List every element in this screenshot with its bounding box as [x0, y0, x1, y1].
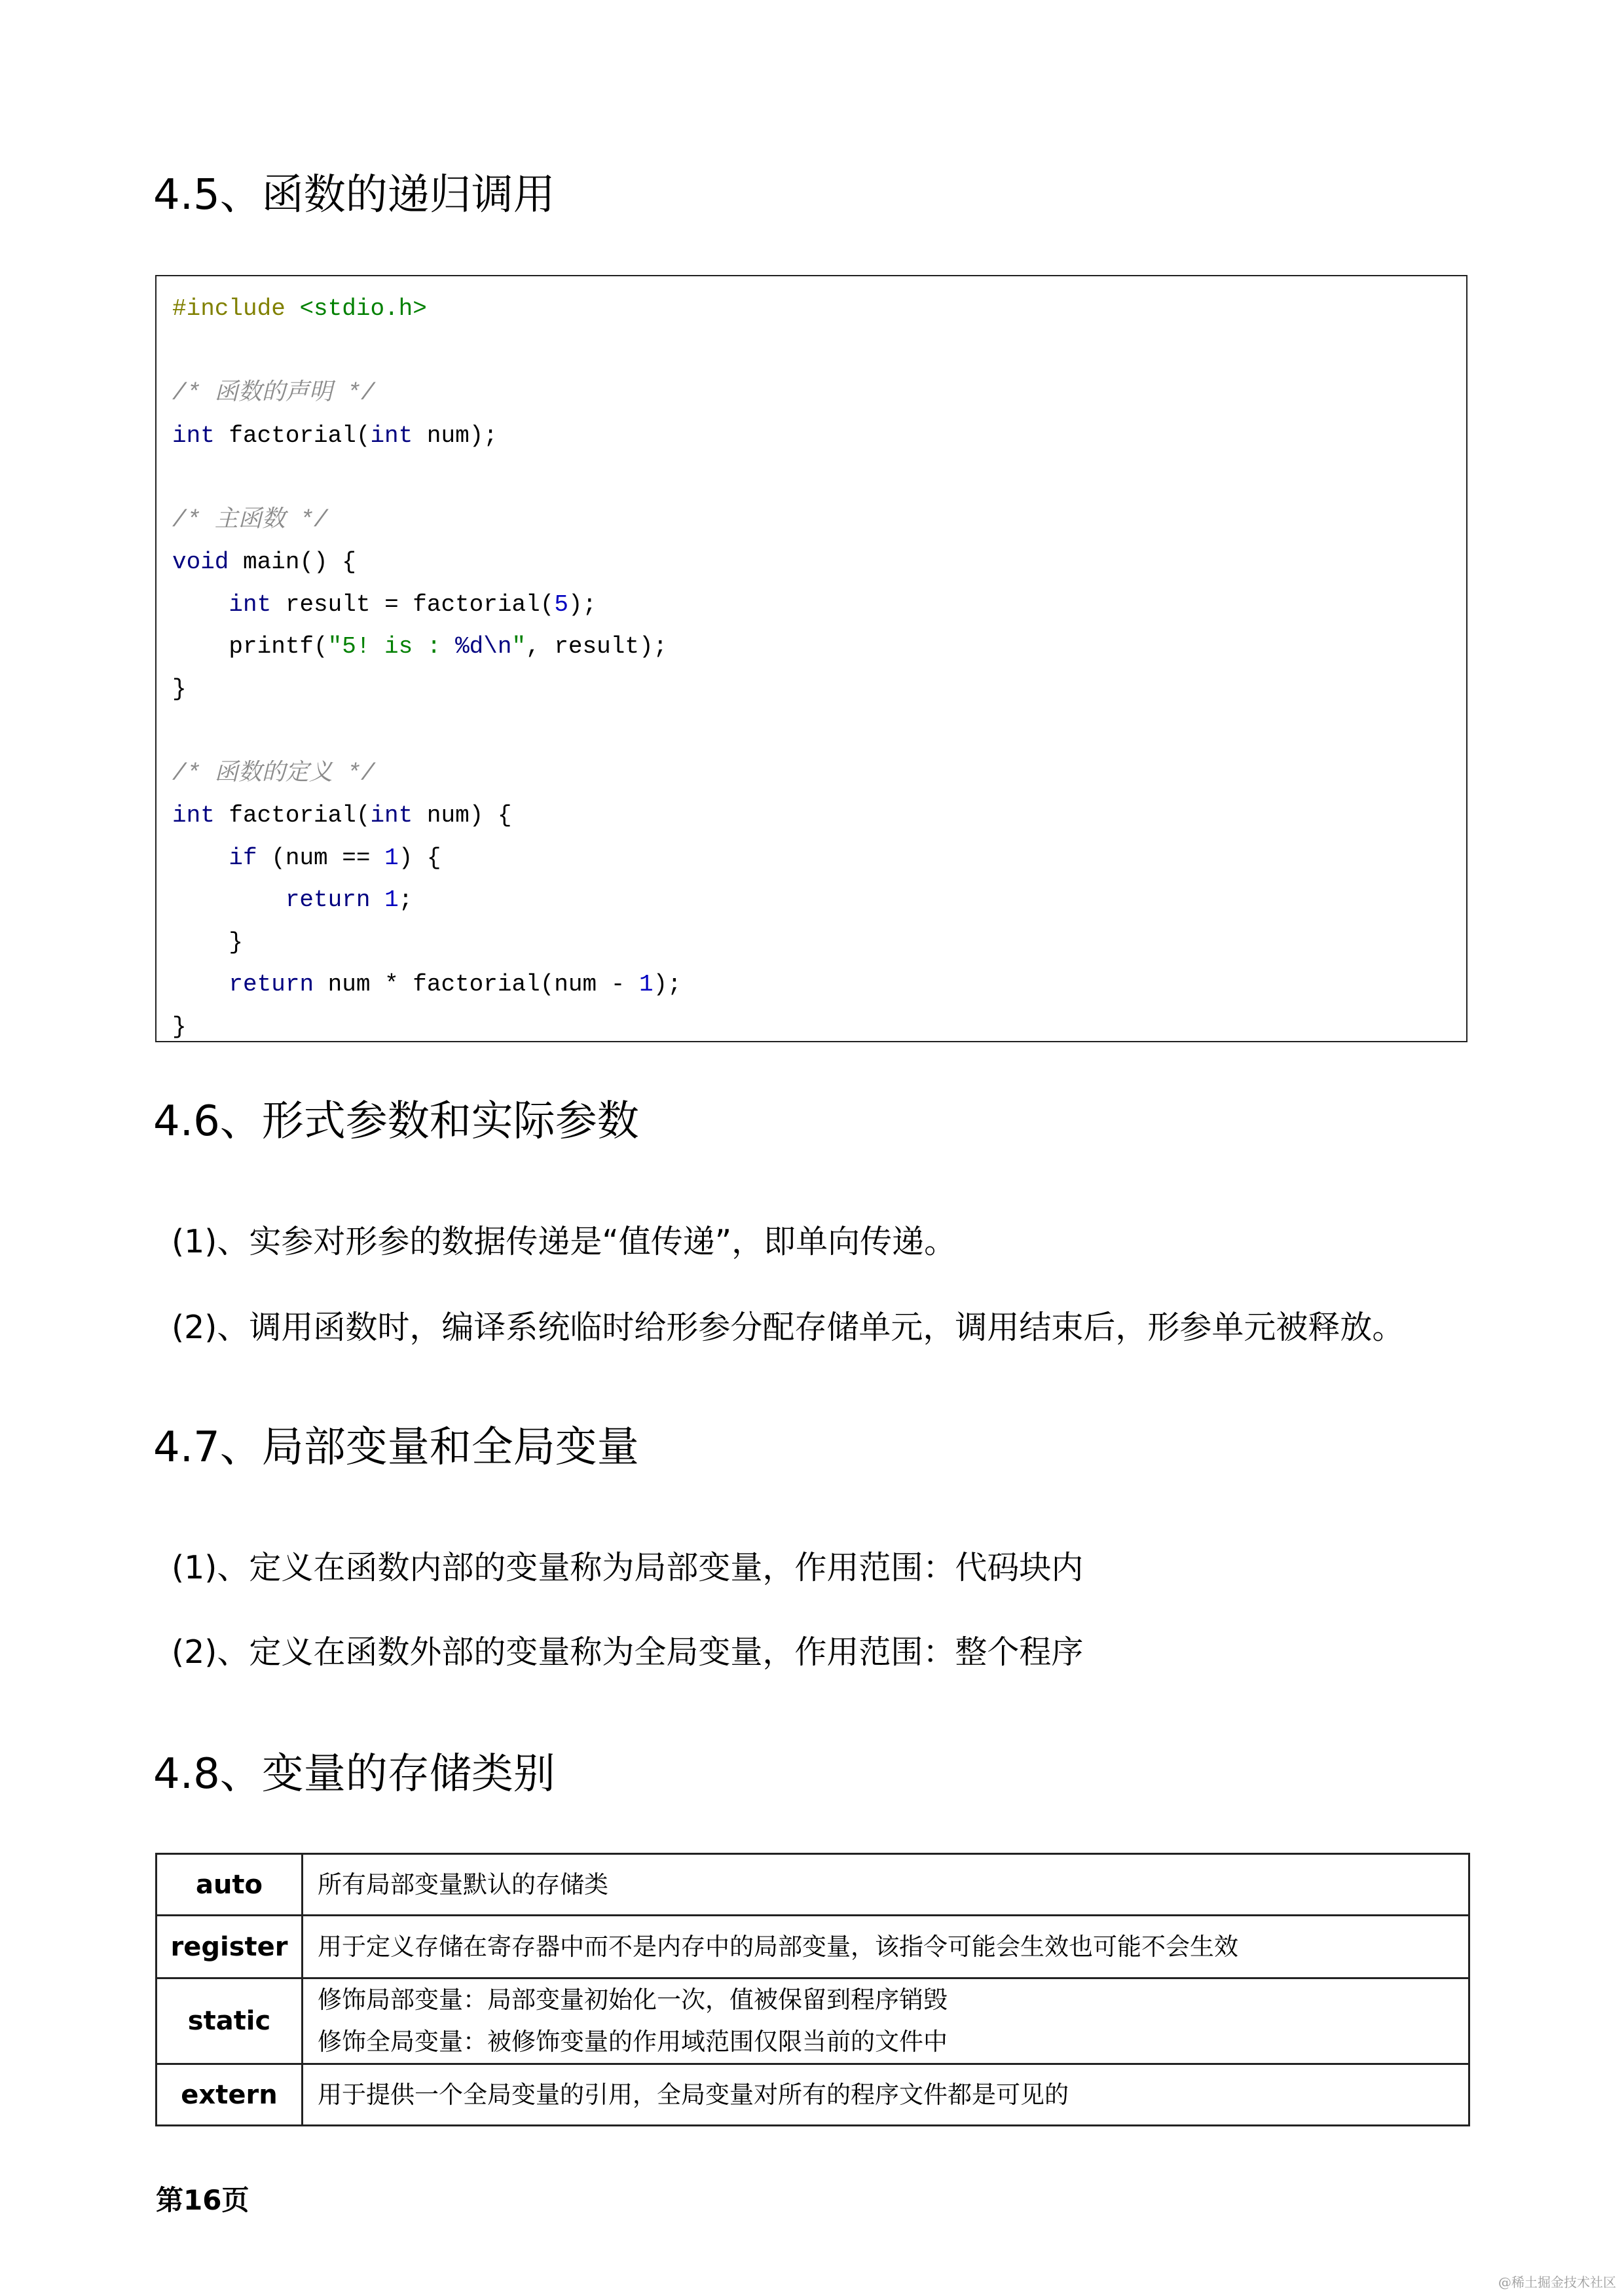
code-token-kw: if [229, 844, 257, 871]
desc-line: 修饰全局变量：被修饰变量的作用域范围仅限当前的文件中 [318, 2028, 948, 2056]
storage-class-key: extern [157, 2064, 303, 2126]
code-line [172, 373, 682, 415]
code-token-kw: int [229, 591, 272, 618]
storage-class-key: static [157, 1978, 303, 2064]
code-token-cm: /* 主函数 */ [172, 506, 328, 534]
code-token-esc: %d\n [455, 633, 512, 660]
code-token: (num == [257, 844, 385, 871]
code-token-str: " [511, 633, 526, 660]
storage-class-desc [303, 2064, 1469, 2126]
code-token-num: 1 [384, 886, 399, 913]
code-token: } [172, 675, 187, 702]
code-token: factorial( [214, 422, 371, 449]
heading-4-7: 4.7、局部变量和全局变量 [153, 1423, 639, 1472]
code-block [155, 275, 1467, 1042]
code-token-str: "5! is : [327, 633, 456, 660]
code-token-str: <stdio.h> [299, 295, 427, 322]
code-token [172, 591, 229, 618]
code-token-pp: #include [172, 295, 300, 322]
table-row-static [157, 1978, 1469, 2064]
table-row-auto [157, 1854, 1469, 1916]
paragraph-local-variable: (1)、定义在函数内部的变量称为局部变量，作用范围：代码块内 [172, 1549, 1084, 1586]
desc-line: 所有局部变量默认的存储类 [318, 1870, 608, 1899]
code-token [370, 886, 384, 913]
desc-line: 修饰局部变量：局部变量初始化一次，值被保留到程序销毁 [318, 1986, 948, 2014]
code-line [172, 668, 682, 711]
watermark: @稀土掘金技术社区 [1498, 2274, 1616, 2290]
code-token: num * factorial(num - [314, 971, 639, 998]
code-line [172, 753, 682, 795]
code-token: ); [653, 971, 682, 998]
code-token: ) { [398, 844, 441, 871]
storage-class-table [155, 1853, 1470, 2126]
paragraph-value-passing: (1)、实参对形参的数据传递是“值传递”，即单向传递。 [172, 1223, 957, 1260]
code-token: num) { [413, 802, 512, 829]
code-token: } [172, 1013, 187, 1040]
storage-class-key: auto [157, 1854, 303, 1916]
heading-4-8: 4.8、变量的存储类别 [153, 1750, 555, 1798]
code-token-kw: int [172, 422, 215, 449]
code-line [172, 710, 682, 753]
code-content [172, 288, 682, 1048]
paragraph-formal-param-allocation: (2)、调用函数时，编译系统临时给形参分配存储单元，调用结束后，形参单元被释放。 [172, 1309, 1405, 1346]
code-line [172, 626, 682, 668]
heading-4-5: 4.5、函数的递归调用 [153, 171, 555, 219]
code-line [172, 922, 682, 964]
code-token [172, 886, 286, 913]
code-line [172, 964, 682, 1006]
code-token-num: 1 [638, 971, 654, 998]
code-token-kw: int [370, 422, 413, 449]
storage-class-desc [303, 1854, 1469, 1916]
heading-4-6: 4.6、形式参数和实际参数 [153, 1097, 639, 1146]
code-line [172, 541, 682, 584]
code-line [172, 500, 682, 542]
code-token-cm: /* 函数的定义 */ [172, 759, 375, 787]
code-line [172, 457, 682, 500]
desc-line: 用于定义存储在寄存器中而不是内存中的局部变量，该指令可能会生效也可能不会生效 [318, 1932, 1238, 1961]
code-token: , result); [526, 633, 668, 660]
code-line [172, 837, 682, 880]
code-token-kw: return [229, 971, 314, 998]
storage-class-key: register [157, 1916, 303, 1978]
page-number: 第16页 [156, 2184, 249, 2216]
storage-class-desc [303, 1916, 1469, 1978]
code-token-kw: int [370, 802, 413, 829]
code-line [172, 584, 682, 627]
code-token [172, 845, 229, 871]
code-line [172, 288, 682, 331]
code-token-kw: void [172, 549, 229, 575]
code-token: main() { [229, 549, 356, 575]
code-token [172, 971, 229, 998]
code-line [172, 1006, 682, 1049]
storage-class-desc [303, 1978, 1469, 2064]
code-token: ; [398, 886, 413, 913]
code-token-kw: int [172, 802, 215, 829]
code-line [172, 331, 682, 373]
code-token-kw: return [285, 886, 371, 913]
code-token: ); [568, 591, 597, 618]
desc-line: 用于提供一个全局变量的引用，全局变量对所有的程序文件都是可见的 [318, 2080, 1069, 2109]
paragraph-global-variable: (2)、定义在函数外部的变量称为全局变量，作用范围：整个程序 [172, 1633, 1084, 1671]
code-token: } [172, 928, 244, 956]
code-token-num: 5 [554, 591, 568, 618]
table-row-register [157, 1916, 1469, 1978]
code-line [172, 879, 682, 922]
code-line [172, 795, 682, 837]
code-token: num); [413, 422, 498, 449]
code-token-cm: /* 函数的声明 */ [172, 380, 375, 407]
code-token: result = factorial( [271, 591, 555, 618]
code-token: printf( [172, 633, 328, 660]
code-token: factorial( [214, 802, 371, 829]
table-row-extern [157, 2064, 1469, 2126]
code-token-num: 1 [384, 844, 399, 871]
code-line [172, 415, 682, 458]
